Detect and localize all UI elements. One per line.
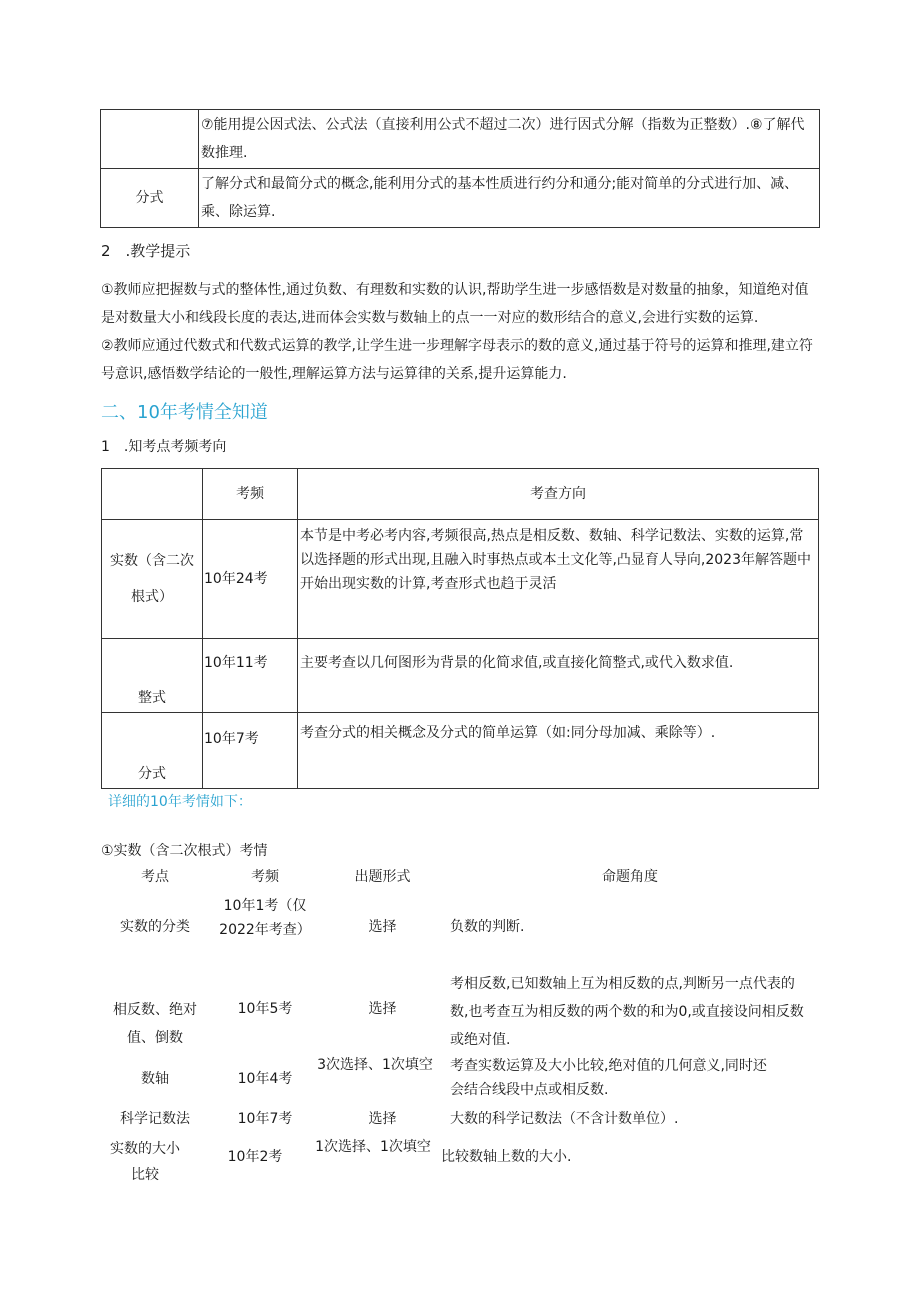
detail-point: 相反数、绝对值、倒数	[113, 1002, 197, 1046]
table-row	[102, 713, 819, 789]
table-row	[101, 110, 820, 169]
table-cell: 分式	[102, 713, 203, 789]
subsection-heading: 1 .知考点考频考向	[101, 439, 227, 455]
column-header: 出题形式	[354, 869, 411, 885]
table-cell: 10年11考	[203, 639, 298, 713]
table-cell: 10年24考	[203, 520, 298, 639]
detail-form: 3次选择、1次填空	[317, 1057, 433, 1073]
detail-point: 实数的分类	[120, 919, 190, 935]
header-cell	[102, 469, 203, 520]
table-cell: 整式	[102, 639, 203, 713]
detail-angle: 负数的判断.	[450, 919, 525, 935]
frequency-table	[101, 468, 819, 789]
detail-angle: 考查实数运算及大小比较,绝对值的几何意义,同时还会结合线段中点或相反数.	[450, 1058, 767, 1098]
table-cell: 分式	[101, 169, 199, 228]
detail-form: 选择	[368, 919, 397, 935]
table-cell: 实数（含二次根式）	[102, 520, 203, 639]
header-cell: 考查方向	[298, 469, 819, 520]
table-row	[102, 520, 819, 639]
table-cell: 本节是中考必考内容,考频很高,热点是相反数、数轴、科学记数法、实数的运算,常以选择题的形式出现,且融入时事热点或本土文化等,凸显育人导向,2023年解答题中开始出现实数的计算,考查形式也趋于灵活	[298, 520, 819, 639]
table-header-row	[102, 469, 819, 520]
detail-freq: 10年1考（仅2022年考查）	[219, 898, 311, 938]
table-cell: ⑦能用提公因式法、公式法（直接利用公式不超过二次）进行因式分解（指数为正整数）.⑧了解代数推理.	[199, 110, 820, 169]
paragraph: ①教师应把握数与式的整体性,通过负数、有理数和实数的认识,帮助学生进一步感悟数是对数量的抽象，知道绝对值是对数量大小和线段长度的表达,进而体会实数与数轴上的点一一对应的数形结合的意义,会进行实数的运算.	[101, 282, 809, 326]
detail-form: 1次选择、1次填空	[315, 1139, 431, 1155]
section-title: 二、10年考情全知道	[101, 402, 268, 423]
detail-form: 选择	[368, 1111, 397, 1127]
detail-point: 数轴	[141, 1071, 169, 1087]
detail-note: 详细的10年考情如下：	[108, 794, 252, 810]
detail-freq: 10年5考	[237, 1001, 293, 1017]
column-header: 命题角度	[602, 869, 658, 885]
standards-table	[100, 109, 820, 228]
detail-angle: 考相反数,已知数轴上互为相反数的点,判断另一点代表的数,也考查互为相反数的两个数的和为0,或直接设问相反数或绝对值.	[450, 976, 804, 1048]
detail-title: ①实数（含二次根式）考情	[101, 843, 268, 859]
header-cell: 考频	[203, 469, 298, 520]
column-header: 考点	[141, 869, 169, 885]
detail-freq: 10年2考	[227, 1149, 283, 1165]
detail-form: 选择	[368, 1001, 397, 1017]
detail-freq: 10年7考	[237, 1111, 293, 1127]
detail-angle: 比较数轴上数的大小.	[441, 1149, 572, 1165]
table-cell: 了解分式和最简分式的概念,能利用分式的基本性质进行约分和通分;能对简单的分式进行加、减、乘、除运算.	[199, 169, 820, 228]
table-cell: 考查分式的相关概念及分式的简单运算（如:同分母加减、乘除等）.	[298, 713, 819, 789]
section-heading: 2 .教学提示	[101, 242, 191, 260]
table-row	[101, 169, 820, 228]
table-cell: 主要考查以几何图形为背景的化简求值,或直接化简整式,或代入数求值.	[298, 639, 819, 713]
paragraph: ②教师应通过代数式和代数式运算的教学,让学生进一步理解字母表示的数的意义,通过基于符号的运算和推理,建立符号意识,感悟数学结论的一般性,理解运算方法与运算律的关系,提升运算能力.	[101, 338, 813, 382]
table-cell	[101, 110, 199, 169]
column-header: 考频	[251, 869, 279, 885]
detail-point: 科学记数法	[120, 1111, 190, 1127]
table-cell: 10年7考	[203, 713, 298, 789]
table-row	[102, 639, 819, 713]
detail-freq: 10年4考	[237, 1071, 293, 1087]
detail-angle: 大数的科学记数法（不含计数单位）.	[450, 1111, 679, 1127]
detail-point: 实数的大小比较	[110, 1141, 180, 1183]
